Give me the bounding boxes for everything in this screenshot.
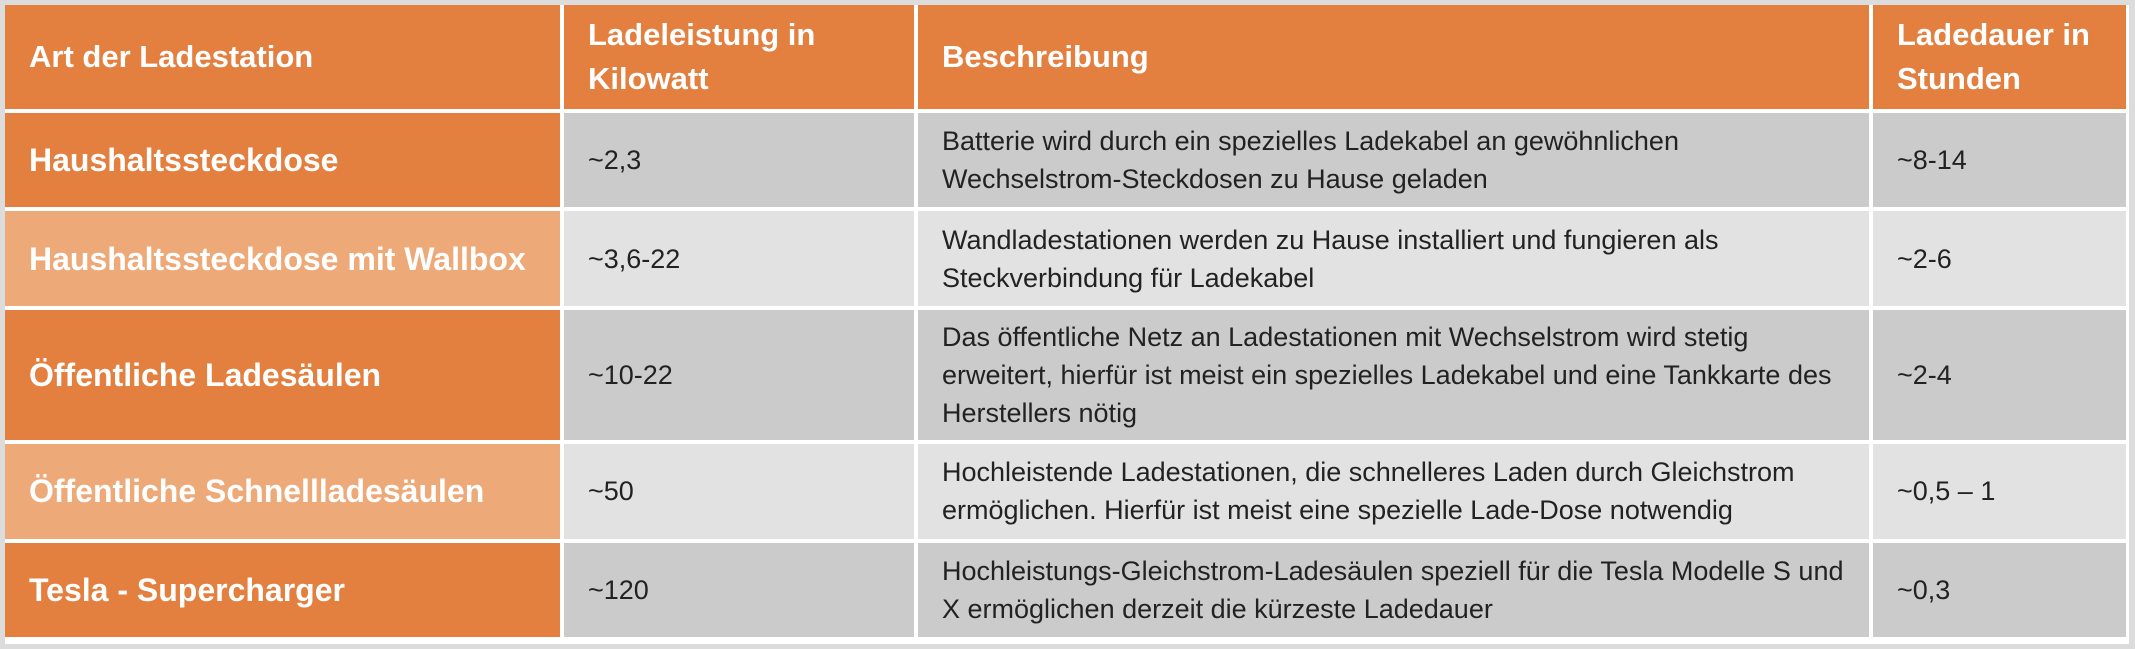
cell-description: Wandladestationen werden zu Hause installiert und fungieren als Steckverbindung für Ladekabel — [918, 211, 1869, 305]
cell-charging-power: ~2,3 — [564, 113, 914, 207]
cell-description: Hochleistende Ladestationen, die schnelleres Laden durch Gleichstrom ermöglichen. Hierfür ist meist eine spezielle Lade-Dose notwendig — [918, 444, 1869, 538]
cell-charging-power: ~3,6-22 — [564, 211, 914, 305]
cell-charging-duration: ~2-6 — [1873, 211, 2126, 305]
table-header-row — [5, 5, 2126, 109]
cell-charging-duration: ~0,3 — [1873, 543, 2126, 637]
cell-description: Das öffentliche Netz an Ladestationen mit Wechselstrom wird stetig erweitert, hierfür ist meist ein spezielles Ladekabel und eine Tankkarte des Herstellers nötig — [918, 310, 1869, 441]
charging-station-table — [1, 1, 2130, 641]
cell-station-type: Öffentliche Ladesäulen — [5, 310, 560, 441]
charging-station-table-container — [5, 5, 2129, 644]
table-row — [5, 543, 2126, 637]
header-station-type: Art der Ladestation — [5, 5, 560, 109]
cell-station-type: Tesla - Supercharger — [5, 543, 560, 637]
header-charging-duration: Ladedauer in Stunden — [1873, 5, 2126, 109]
cell-station-type: Haushaltssteckdose mit Wallbox — [5, 211, 560, 305]
cell-description: Batterie wird durch ein spezielles Ladekabel an gewöhnlichen Wechselstrom-Steckdosen zu Hause geladen — [918, 113, 1869, 207]
cell-charging-duration: ~0,5 – 1 — [1873, 444, 2126, 538]
table-row — [5, 113, 2126, 207]
table-row — [5, 211, 2126, 305]
cell-charging-power: ~10-22 — [564, 310, 914, 441]
header-charging-power: Ladeleistung in Kilowatt — [564, 5, 914, 109]
cell-charging-duration: ~8-14 — [1873, 113, 2126, 207]
table-row — [5, 444, 2126, 538]
cell-charging-power: ~50 — [564, 444, 914, 538]
cell-station-type: Haushaltssteckdose — [5, 113, 560, 207]
cell-station-type: Öffentliche Schnellladesäulen — [5, 444, 560, 538]
cell-charging-power: ~120 — [564, 543, 914, 637]
table-row — [5, 310, 2126, 441]
cell-description: Hochleistungs-Gleichstrom-Ladesäulen speziell für die Tesla Modelle S und X ermöglichen derzeit die kürzeste Ladedauer — [918, 543, 1869, 637]
header-description: Beschreibung — [918, 5, 1869, 109]
cell-charging-duration: ~2-4 — [1873, 310, 2126, 441]
